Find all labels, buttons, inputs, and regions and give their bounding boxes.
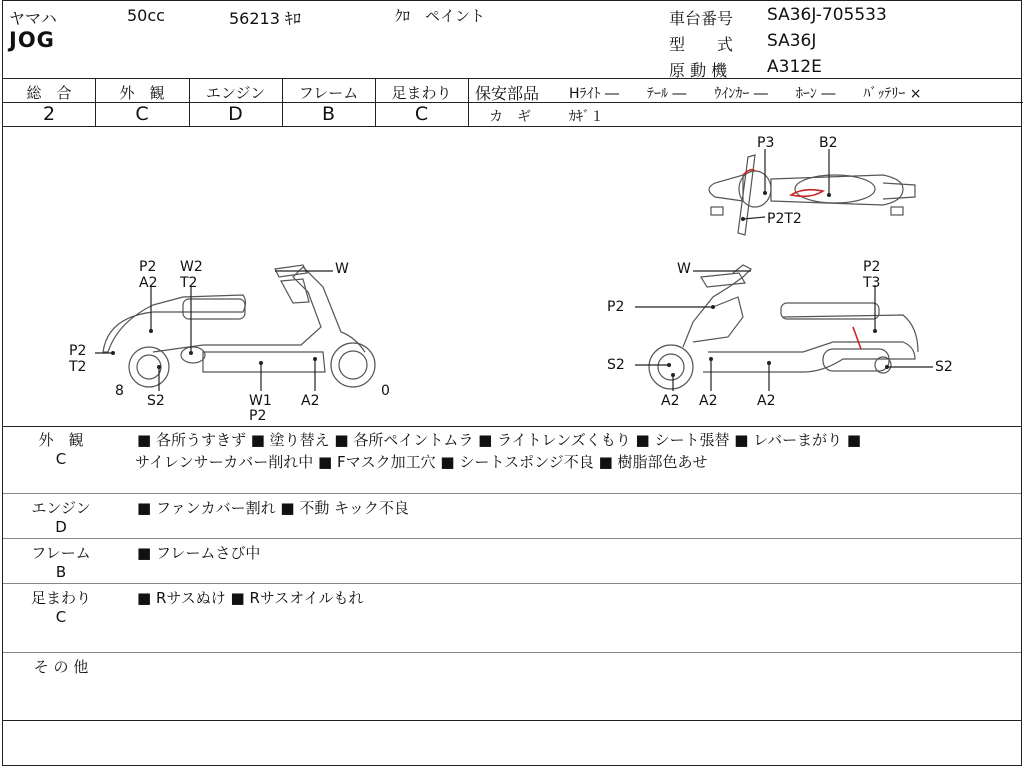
label-w-right: W xyxy=(677,261,691,277)
section-engine-name: エンジン xyxy=(31,499,91,517)
label-p2-mid: P2 xyxy=(607,299,625,315)
engine-value: A312E xyxy=(767,57,822,77)
type-value: SA36J xyxy=(767,31,817,51)
label-t2-left: T2 xyxy=(69,359,87,375)
grade-overall-value: 2 xyxy=(42,103,56,125)
grade-suspension-label: 足まわり xyxy=(391,84,452,102)
section-engine-grade: D xyxy=(55,518,67,536)
label-s2-left: S2 xyxy=(607,357,625,373)
section-suspension-line1: ■ Rサスぬけ ■ Rサスオイルもれ xyxy=(137,589,364,607)
grade-exterior-value: C xyxy=(135,103,149,125)
divider xyxy=(3,78,1021,79)
label-a2: A2 xyxy=(139,275,158,291)
divider xyxy=(3,720,1021,721)
inspection-sheet xyxy=(2,0,1022,766)
color: ｸﾛ ペイント xyxy=(395,7,486,25)
grade-engine-label: エンジン xyxy=(205,84,266,102)
section-exterior-line1: ■ 各所うすきず ■ 塗り替え ■ 各所ペイントムラ ■ ライトレンズくもり ■ シート張替 ■ レバーまがり ■ xyxy=(137,431,862,449)
section-frame-name: フレーム xyxy=(31,544,91,562)
label-a2-bottom: A2 xyxy=(301,393,320,409)
grade-frame-value: B xyxy=(321,103,336,125)
section-suspension-name: 足まわり xyxy=(30,589,91,607)
leader-lines xyxy=(95,149,933,391)
divider xyxy=(3,538,1021,539)
label-s2: S2 xyxy=(147,393,165,409)
label-t3: T3 xyxy=(863,275,881,291)
grade-engine-value: D xyxy=(228,103,243,125)
section-suspension-grade: C xyxy=(55,608,67,626)
section-exterior-line2: サイレンサーカバー削れ中 ■ Fマスク加工穴 ■ シートスポンジ不良 ■ 樹脂部色あせ xyxy=(135,453,708,471)
grade-exterior-label: 外 観 xyxy=(119,84,165,102)
label-8: 8 xyxy=(115,383,124,399)
divider xyxy=(3,583,1021,584)
grade-suspension-value: C xyxy=(414,103,429,125)
label-w: W xyxy=(335,261,349,277)
label-b2: B2 xyxy=(819,135,838,151)
model-name: JOG xyxy=(9,28,55,52)
label-w1: W1 xyxy=(249,393,272,409)
label-a2-3: A2 xyxy=(757,393,776,409)
engine-label: 原 動 機 xyxy=(669,61,728,80)
label-p2-left: P2 xyxy=(69,343,87,359)
grade-overall-label: 総 合 xyxy=(26,84,72,102)
key-label: カ ギ xyxy=(489,109,531,125)
key-value: ｶｷﾞ１ xyxy=(569,109,604,125)
displacement: 50cc xyxy=(127,6,165,25)
label-w2: W2 xyxy=(180,259,203,275)
mileage: 56213 ｷﾛ xyxy=(229,9,301,28)
type-label: 型 式 xyxy=(669,35,734,54)
section-exterior-grade: C xyxy=(55,450,67,468)
frame-number-label: 車台番号 xyxy=(669,9,734,28)
label-0: 0 xyxy=(381,383,390,399)
divider xyxy=(3,652,1021,653)
label-a2-2: A2 xyxy=(699,393,718,409)
label-t2: T2 xyxy=(180,275,198,291)
label-p3: P3 xyxy=(757,135,775,151)
label-p2t2-top: P2T2 xyxy=(767,211,802,227)
maker: ヤマハ xyxy=(9,9,57,28)
section-exterior-name: 外 観 xyxy=(38,431,84,449)
divider xyxy=(3,426,1021,427)
frame-number: SA36J-705533 xyxy=(767,5,887,25)
damage-diagram xyxy=(3,127,1023,427)
safety-parts-status: Hﾗｲﾄ ― ﾃｰﾙ ― ｳｲﾝｶｰ ― ﾎｰﾝ ― ﾊﾞｯﾃﾘｰ × xyxy=(569,86,922,102)
safety-parts-title: 保安部品 xyxy=(475,84,540,103)
damage-marks xyxy=(743,170,861,349)
section-frame-line1: ■ フレームさび中 xyxy=(137,544,261,562)
section-other-name: そ の 他 xyxy=(33,658,89,676)
label-p2-right: P2 xyxy=(863,259,881,275)
label-s2-right: S2 xyxy=(935,359,953,375)
divider xyxy=(3,493,1021,494)
section-frame-grade: B xyxy=(55,563,67,581)
grade-frame-label: フレーム xyxy=(298,84,359,102)
label-p2: P2 xyxy=(139,259,157,275)
section-engine-line1: ■ ファンカバー割れ ■ 不動 キック不良 xyxy=(137,499,409,517)
label-p2-bottom: P2 xyxy=(249,408,267,424)
label-a2-1: A2 xyxy=(661,393,680,409)
